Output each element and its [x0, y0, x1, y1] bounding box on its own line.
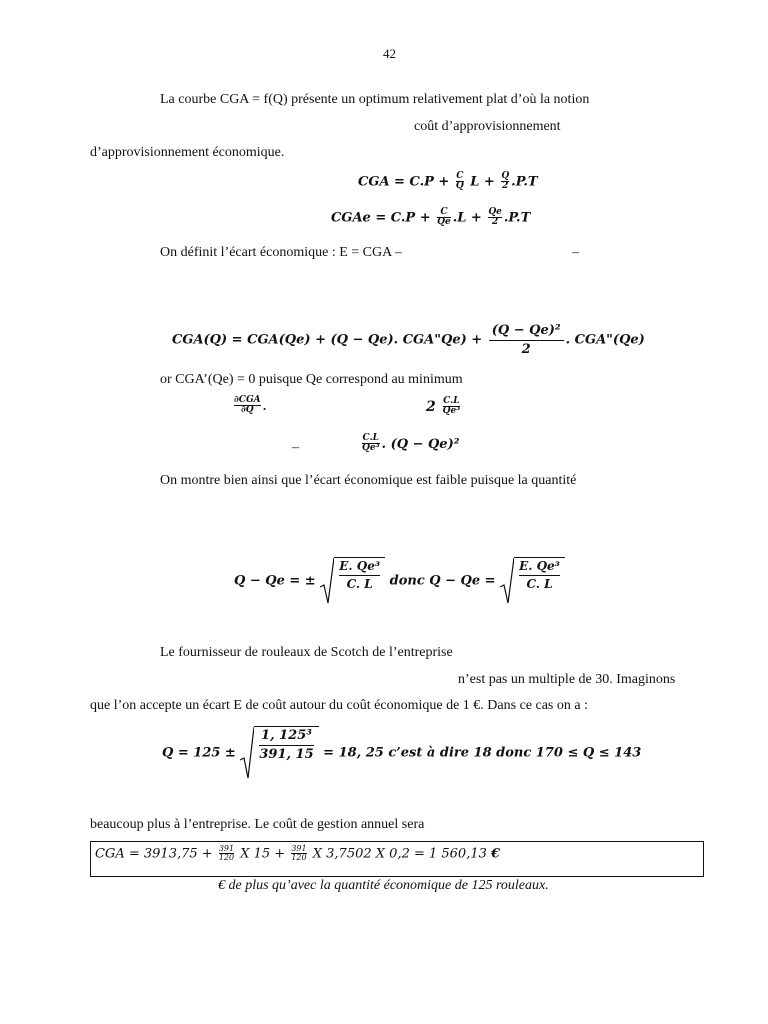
- paragraph-1-line-3: d’approvisionnement économique.: [90, 145, 285, 160]
- paragraph-5-line-3: que l’on accepte un écart E de coût autour du coût économique de 1 €. Dans ce cas on a :: [90, 698, 588, 713]
- paragraph-3: or CGA’(Qe) = 0 puisque Qe correspond au minimum: [160, 372, 463, 387]
- solution-lhs: Q − Qe = ±: [234, 573, 316, 589]
- taylor-rhs: . CGA"(Qe): [565, 332, 645, 348]
- eq1-mid: L +: [470, 174, 495, 190]
- eq1-rhs: .P.T: [511, 174, 538, 190]
- caption: € de plus qu’avec la quantité économique de 125 rouleaux.: [218, 878, 549, 893]
- second-derivative: 2 $\frac{C.L}{\text{Qe³}}$: [426, 396, 461, 417]
- taylor-lhs: CGA(Q) = CGA(Qe) + (Q − Qe). CGA"Qe) +: [172, 332, 483, 348]
- euro-symbol: €: [491, 846, 501, 862]
- paragraph-2: On définit l’écart économique : E = CGA –: [160, 245, 402, 260]
- derivative-cga: $\frac{\text{∂CGA}}{\partial Q}$ .: [234, 395, 267, 416]
- equation-cga: [358, 172, 538, 192]
- equation-cgae: [331, 208, 530, 228]
- eq2-lhs: CGAe = C.P +: [331, 210, 431, 226]
- equation-taylor: [172, 324, 645, 356]
- numeric-radical: $\frac{\text{1, 125³}}{391, 15}$: [240, 726, 318, 780]
- boxed-lhs: CGA = 3913,75 +: [95, 846, 213, 862]
- approximation-term: $\frac{C.L}{\text{Qe³}}$ . (Q − Qe)²: [362, 433, 460, 454]
- paragraph-4: On montre bien ainsi que l’écart économique est faible puisque la quantité: [160, 473, 577, 488]
- paragraph-1-line-2: coût d’approvisionnement: [414, 119, 561, 134]
- taylor-fraction: $\frac{\text{(Q − Qe)²}}{2}$: [489, 324, 564, 356]
- equation-solution: [234, 557, 565, 605]
- eq1-fraction-2: $\frac{Q}{2}$: [501, 171, 510, 192]
- page-number: 42: [383, 46, 396, 61]
- solution-radical-1: $\frac{\text{E. Qe³}}{C. L}$: [320, 557, 385, 605]
- solution-radical-2: $\frac{\text{E. Qe³}}{C. L}$: [500, 557, 565, 605]
- eq2-rhs: .P.T: [503, 210, 531, 226]
- numeric-rhs: = 18, 25 c’est à dire 18 donc 170 ≤ Q ≤ 143: [323, 745, 642, 761]
- approximation-dash: –: [292, 440, 299, 455]
- paragraph-6: beaucoup plus à l’entreprise. Le coût de gestion annuel sera: [90, 817, 425, 832]
- eq1-fraction-1: $\frac{C}{Q}$: [455, 171, 464, 192]
- eq1-lhs: CGA = C.P +: [358, 174, 450, 190]
- paragraph-5: Le fournisseur de rouleaux de Scotch de l’entreprise: [160, 645, 453, 660]
- eq2-fraction-2: $\frac{Qe}{2}$: [488, 207, 502, 228]
- paragraph-2-dash: –: [572, 245, 579, 260]
- boxed-equation: CGA = 3913,75 + $\frac{391}{120}$ X 15 + $\frac{391}{120}$ X 3,7502 X 0,2 = 1 560,13 €: [95, 844, 501, 863]
- eq2-mid: .L +: [452, 210, 482, 226]
- numeric-lhs: Q = 125 ±: [162, 745, 236, 761]
- paragraph-5-line-2: n’est pas un multiple de 30. Imaginons: [458, 672, 676, 687]
- eq2-fraction-1: $\frac{C}{Qe}$: [437, 207, 451, 228]
- equation-numeric: [162, 726, 641, 780]
- paragraph-1: La courbe CGA = f(Q) présente un optimum relativement plat d’où la notion: [160, 92, 590, 107]
- solution-mid: donc Q − Qe =: [389, 573, 496, 589]
